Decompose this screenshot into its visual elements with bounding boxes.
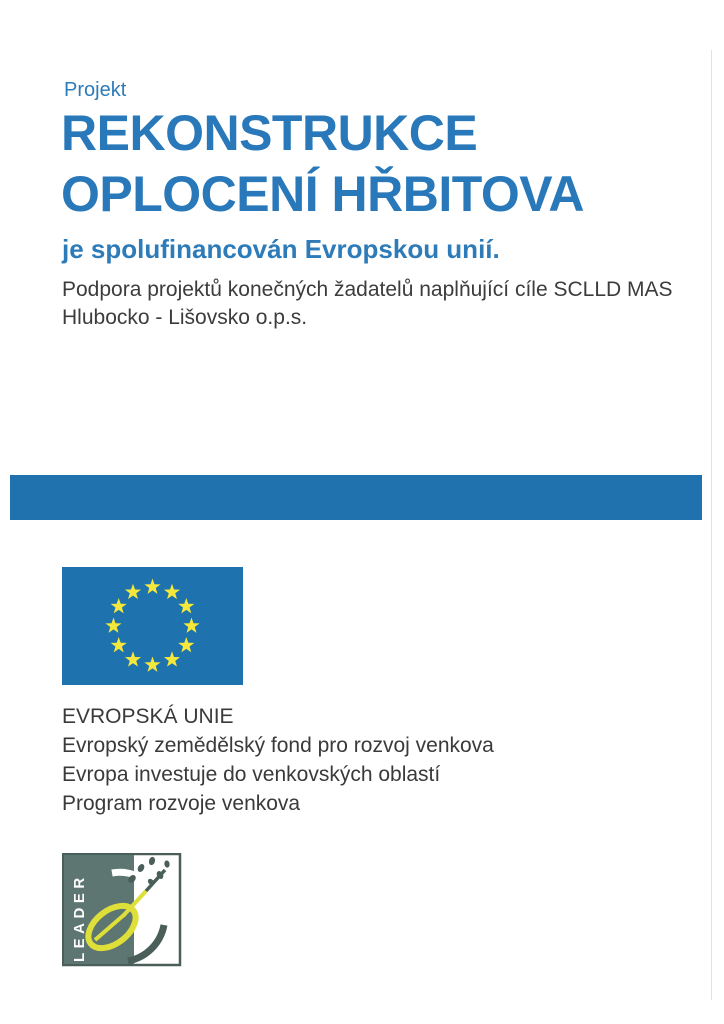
project-label: Projekt [64, 79, 127, 101]
eu-funding-text [62, 702, 494, 818]
page-title-line1: REKONSTRUKCE [61, 105, 478, 161]
page-title [61, 103, 584, 225]
eu-fund-line: Evropský zemědělský fond pro rozvoj venkova [62, 734, 494, 757]
leader-logo [62, 853, 182, 967]
divider-bar [10, 475, 702, 520]
scan-artifact-line [711, 50, 712, 1000]
support-description-line1: Podpora projektů konečných žadatelů naplňující cíle SCLLD MAS [62, 278, 673, 301]
cofinancing-subtitle: je spolufinancován Evropskou unií. [62, 234, 500, 264]
eu-flag-logo [62, 567, 243, 685]
eu-program-line: Program rozvoje venkova [62, 792, 301, 815]
support-description-line2: Hlubocko - Lišovsko o.p.s. [62, 306, 308, 329]
eu-union-line: EVROPSKÁ UNIE [62, 705, 234, 728]
page-title-line2: OPLOCENÍ HŘBITOVA [61, 166, 585, 222]
eu-invest-line: Evropa investuje do venkovských oblastí [62, 763, 441, 786]
leader-logo-label: LEADER [71, 873, 88, 962]
support-description [62, 276, 673, 332]
